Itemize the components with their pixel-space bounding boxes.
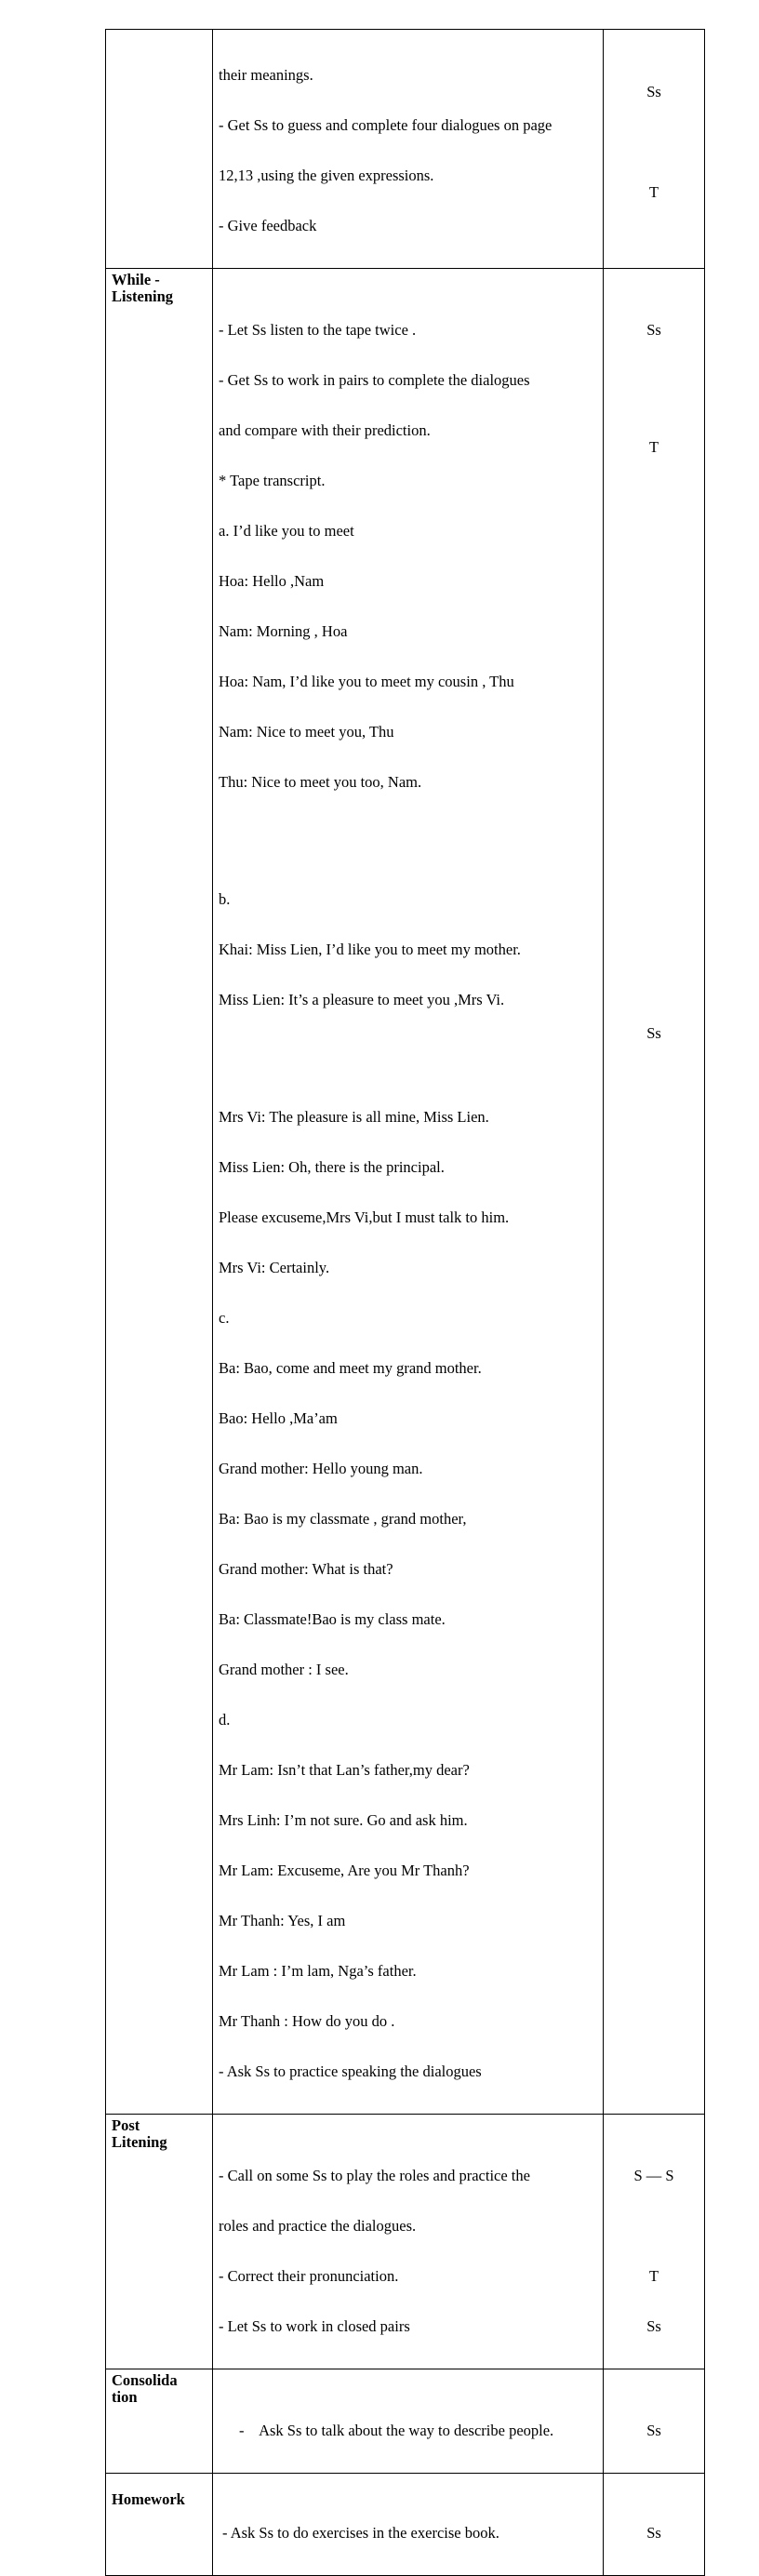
content-line: - Get Ss to guess and complete four dialogues on page [219,116,553,134]
participant-label: Ss [646,2524,661,2542]
content-line: Mr Lam : I’m lam, Nga’s father. [219,1962,417,1980]
participant-cell [604,2369,705,2474]
participant-label: Ss [646,1024,661,1042]
content-line: a. I’d like you to meet [219,522,354,540]
content-line: 12,13 ,using the given expressions. [219,167,434,184]
content-line: Ba: Classmate!Bao is my class mate. [219,1610,446,1628]
table-row [106,269,705,2115]
table-row [106,2369,705,2474]
content-line: roles and practice the dialogues. [219,2217,417,2235]
content-cell [213,2474,604,2576]
content-line: Miss Lien: It’s a pleasure to meet you ,Mrs Vi. [219,991,505,1008]
stage-cell [106,2369,213,2474]
stage-cell [106,2115,213,2369]
content-line: Ba: Bao is my classmate , grand mother, [219,1510,467,1528]
content-line: and compare with their prediction. [219,421,431,439]
content-line: Mrs Vi: Certainly. [219,1259,330,1276]
content-line: - Ask Ss to talk about the way to describe people. [239,2422,554,2439]
content-cell [213,269,604,2115]
participant-label: Ss [646,321,661,339]
lesson-plan-table [105,29,705,2576]
content-line: Grand mother: Hello young man. [219,1460,423,1477]
participant-label: Ss [646,83,661,100]
content-line: - Ask Ss to practice speaking the dialogues [219,2062,482,2080]
content-line: * Tape transcript. [219,472,326,489]
content-line: Mrs Linh: I’m not sure. Go and ask him. [219,1811,468,1829]
stage-label: Homework [112,2490,185,2508]
content-cell [213,30,604,269]
content-line: - Ask Ss to do exercises in the exercise book. [222,2524,499,2542]
content-line: Ba: Bao, come and meet my grand mother. [219,1359,482,1377]
participant-cell [604,2115,705,2369]
participant-label: T [648,438,659,456]
content-line: Thu: Nice to meet you too, Nam. [219,773,422,791]
stage-cell [106,269,213,2115]
content-line: c. [219,1309,230,1327]
content-line: Miss Lien: Oh, there is the principal. [219,1158,445,1176]
participant-label: T [648,183,659,201]
participant-cell [604,2474,705,2576]
participant-cell [604,30,705,269]
content-line: Mrs Vi: The pleasure is all mine, Miss Lien. [219,1108,489,1126]
content-line: Hoa: Hello ,Nam [219,572,325,590]
content-line: - Give feedback [219,217,317,234]
content-line: - Correct their pronunciation. [219,2267,399,2285]
table-row [106,2115,705,2369]
content-cell [213,2369,604,2474]
stage-label: While - [112,271,160,288]
stage-label: Litening [112,2133,167,2151]
content-line: - Let Ss listen to the tape twice . [219,321,417,339]
content-line: b. [219,890,231,908]
content-line: Grand mother: What is that? [219,1560,393,1578]
participant-cell [604,269,705,2115]
participant-label: S — S [633,2167,674,2184]
content-line: Nam: Nice to meet you, Thu [219,723,394,741]
stage-cell [106,2474,213,2576]
content-line: Please excuseme,Mrs Vi,but I must talk to him. [219,1208,510,1226]
content-line: Grand mother : I see. [219,1661,349,1678]
content-line: Mr Lam: Isn’t that Lan’s father,my dear? [219,1761,470,1779]
content-line: Mr Lam: Excuseme, Are you Mr Thanh? [219,1862,470,1879]
content-line: Mr Thanh: Yes, I am [219,1912,346,1929]
content-line: Bao: Hello ,Ma’am [219,1409,338,1427]
participant-label: T [648,2267,659,2285]
content-line: their meanings. [219,66,313,84]
content-line: - Get Ss to work in pairs to complete the dialogues [219,371,530,389]
content-line: Hoa: Nam, I’d like you to meet my cousin , Thu [219,673,514,690]
stage-label: Listening [112,287,174,305]
stage-label: Post [112,2116,140,2134]
participant-label: Ss [646,2422,661,2439]
content-line: Nam: Morning , Hoa [219,622,348,640]
table-row [106,2474,705,2576]
content-line: Khai: Miss Lien, I’d like you to meet my mother. [219,941,521,958]
stage-label: tion [112,2388,138,2406]
stage-cell [106,30,213,269]
content-cell [213,2115,604,2369]
content-line: - Call on some Ss to play the roles and practice the [219,2167,530,2184]
content-line: Mr Thanh : How do you do . [219,2012,395,2030]
content-line: d. [219,1711,231,1728]
content-line: - Let Ss to work in closed pairs [219,2317,410,2335]
participant-label: Ss [646,2317,661,2335]
table-row [106,30,705,269]
stage-label: Consolida [112,2371,178,2389]
